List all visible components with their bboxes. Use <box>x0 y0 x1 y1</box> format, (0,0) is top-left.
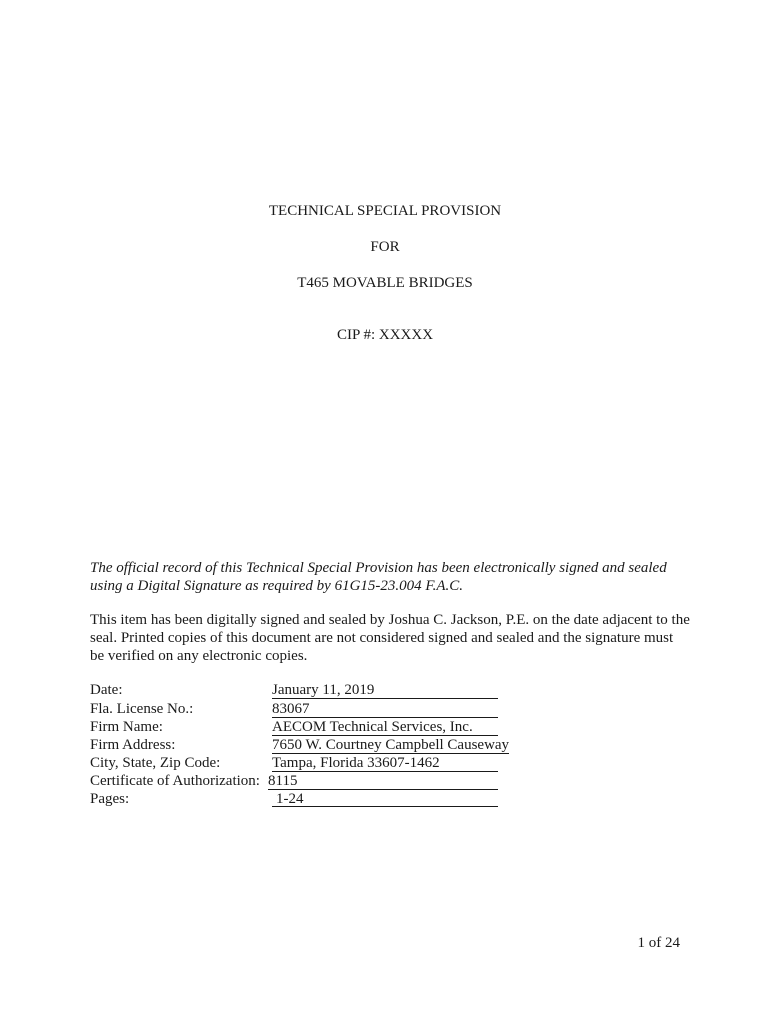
title-for: FOR <box>370 239 400 255</box>
field-value: 7650 W. Courtney Campbell Causeway <box>272 737 510 753</box>
field-row-license <box>90 700 520 718</box>
title-line: TECHNICAL SPECIAL PROVISION <box>268 203 502 219</box>
field-label: City, State, Zip Code: <box>90 755 221 771</box>
field-label: Certificate of Authorization: <box>90 773 260 789</box>
field-value: January 11, 2019 <box>272 681 498 699</box>
field-value: 83067 <box>272 700 498 718</box>
field-row-date <box>90 681 520 699</box>
official-record-notice: The official record of this Technical Special Provision has been electronically signed and sealed using a Digital Signature as required by 61G15-23.004 F.A.C. <box>90 560 667 594</box>
cip-number: CIP #: XXXXX <box>336 327 434 343</box>
field-row-city-state-zip <box>90 754 520 772</box>
field-value: 8115 <box>268 772 498 790</box>
field-value: Tampa, Florida 33607-1462 <box>272 754 498 772</box>
field-value: AECOM Technical Services, Inc. <box>272 718 498 736</box>
signed-sealed-statement: This item has been digitally signed and sealed by Joshua C. Jackson, P.E. on the date adjacent to the seal. Printed copies of this document are not considered signed and sealed and the signature must be verified on any electronic copies. <box>90 612 690 664</box>
field-label: Firm Name: <box>90 719 163 735</box>
page-number: 1 of 24 <box>637 935 680 951</box>
field-row-pages <box>90 790 520 808</box>
field-row-firm-address <box>90 736 520 754</box>
field-label: Date: <box>90 682 123 698</box>
field-label: Fla. License No.: <box>90 701 194 717</box>
field-value: 1-24 <box>272 790 498 807</box>
field-label: Firm Address: <box>90 737 176 753</box>
field-row-certificate <box>90 772 520 790</box>
field-row-firm-name <box>90 718 520 736</box>
title-subject: T465 MOVABLE BRIDGES <box>297 275 473 291</box>
field-label: Pages: <box>90 791 130 807</box>
